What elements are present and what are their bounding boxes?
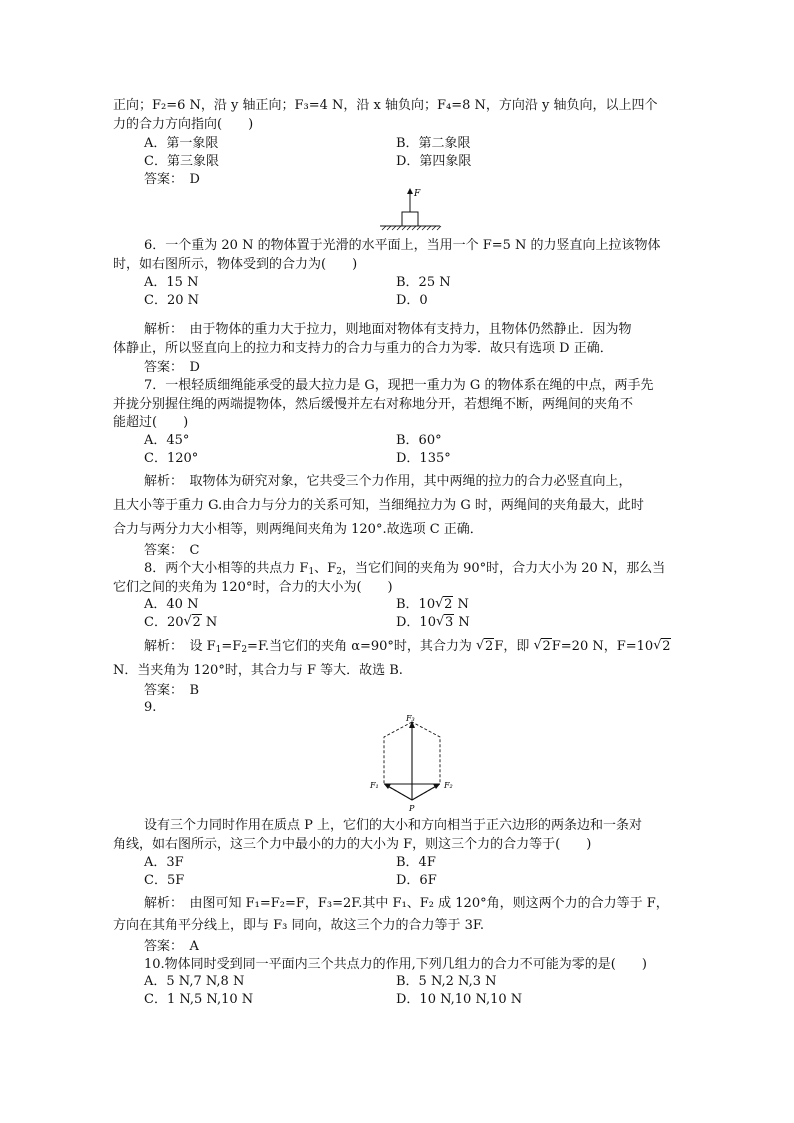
- q6-line2: 时，如右图所示，物体受到的合力为( ): [113, 257, 358, 272]
- figure-hexagon-forces: [360, 712, 470, 814]
- q7-option-b: B．60°: [396, 433, 442, 448]
- q8-option-a: A．40 N: [144, 597, 199, 612]
- label-f1: F₁: [370, 781, 379, 790]
- q8-analysis-line2: N．当夹角为 120°时，其合力与 F 等大．故选 B.: [113, 663, 403, 678]
- q6-option-c: C．20 N: [144, 293, 199, 308]
- label-p: P: [409, 804, 415, 813]
- q8-line1: 8．两个大小相等的共点力 $F_1$、$F_2$，当它们间的夹角为 90°时，合力大小为 20 N，那么当: [144, 561, 666, 577]
- q9-line2: 角线，如右图所示，这三个力中最小的力的大小为 F，则这三个力的合力等于( ): [113, 837, 592, 852]
- q8-option-d: D．10√ 3 N: [396, 615, 470, 631]
- q5-option-c: C．第三象限: [144, 154, 219, 169]
- q5-answer: 答案： D: [144, 172, 200, 187]
- q6-analysis-line1: 解析： 由于物体的重力大于拉力，则地面对物体有支持力，且物体仍然静止．因为物: [144, 322, 632, 337]
- q8-line2: 它们之间的夹角为 120°时，合力的大小为( ): [113, 580, 393, 595]
- q9-option-c: C．5F: [144, 873, 185, 888]
- q5-line2: 力的合力方向指向( ): [113, 117, 254, 132]
- q5-line1: 正向；F₂=6 N，沿 y 轴正向；F₃=4 N，沿 x 轴负向；F₄=8 N，方向沿 y 轴负向，以上四个: [113, 98, 658, 113]
- q6-option-d: D．0: [396, 293, 428, 308]
- q8-answer: 答案： B: [144, 683, 200, 698]
- label-f2: F₂: [444, 781, 453, 790]
- q7-option-a: A．45°: [144, 433, 190, 448]
- q9-number: 9.: [144, 700, 157, 715]
- figure6-force-label: F: [414, 189, 421, 199]
- q7-answer: 答案： C: [144, 543, 200, 558]
- q10-line1: 10.物体同时受到同一平面内三个共点力的作用,下列几组力的合力不可能为零的是( ): [144, 957, 647, 972]
- q5-option-a: A．第一象限: [144, 136, 219, 151]
- q6-answer: 答案： D: [144, 360, 200, 375]
- q9-analysis-line2: 方向在其角平分线上，即与 F₃ 同向，故这三个力的合力等于 3F.: [113, 918, 485, 933]
- q9-option-b: B．4F: [396, 855, 436, 870]
- q7-analysis-line3: 合力与两分力大小相等，则两绳间夹角为 120°.故选项 C 正确．: [113, 522, 483, 537]
- figure-block-on-ground: [370, 186, 450, 234]
- q9-line1: 设有三个力同时作用在质点 P 上，它们的大小和方向相当于正六边形的两条边和一条对: [144, 818, 643, 833]
- label-f3: F₃: [406, 714, 415, 723]
- q9-analysis-line1: 解析： 由图可知 F₁=F₂=F，F₃=2F.其中 F₁、F₂ 成 120°角，则这两个力的合力等于 F，: [144, 896, 669, 911]
- q9-option-a: A．3F: [144, 855, 184, 870]
- q7-line2: 并拢分别握住绳的两端提物体，然后缓慢并左右对称地分开，若想绳不断，两绳间的夹角不: [113, 397, 634, 412]
- q7-line3: 能超过( ): [113, 415, 189, 430]
- q10-option-b: B．5 N,2 N,3 N: [396, 974, 497, 989]
- q9-option-d: D．6F: [396, 873, 437, 888]
- q7-line1: 7．一根轻质细绳能承受的最大拉力是 G，现把一重力为 G 的物体系在绳的中点，两手先: [144, 378, 654, 393]
- q7-analysis-line2: 且大小等于重力 G.由合力与分力的关系可知，当细绳拉力为 G 时，两绳间的夹角最大，此时: [113, 498, 644, 513]
- q8-analysis-line1: 解析： 设 $F_1=F_2=F$.当它们的夹角 α=90°时，其合力为 √ 2F，即 √ 2F=20 N，F=10√ 2: [144, 639, 671, 655]
- q7-option-d: D．135°: [396, 451, 451, 466]
- q6-analysis-line2: 体静止，所以竖直向上的拉力和支持力的合力与重力的合力为零．故只有选项 D 正确．: [113, 341, 613, 356]
- q6-option-b: B．25 N: [396, 275, 451, 290]
- q9-answer: 答案： A: [144, 939, 199, 954]
- q8-option-b: B．10√ 2 N: [396, 597, 469, 613]
- q5-option-b: B．第二象限: [396, 136, 471, 151]
- q6-line1: 6．一个重为 20 N 的物体置于光滑的水平面上，当用一个 F=5 N 的力竖直向上拉该物体: [144, 238, 661, 253]
- q10-option-a: A．5 N,7 N,8 N: [144, 974, 245, 989]
- q10-option-c: C．1 N,5 N,10 N: [144, 992, 254, 1007]
- q5-option-d: D．第四象限: [396, 154, 472, 169]
- q7-analysis-line1: 解析： 取物体为研究对象，它共受三个力作用，其中两绳的拉力的合力必竖直向上，: [144, 474, 632, 489]
- q7-option-c: C．120°: [144, 451, 199, 466]
- q10-option-d: D．10 N,10 N,10 N: [396, 992, 523, 1007]
- q8-option-c: C．20√ 2 N: [144, 615, 217, 631]
- q6-option-a: A．15 N: [144, 275, 199, 290]
